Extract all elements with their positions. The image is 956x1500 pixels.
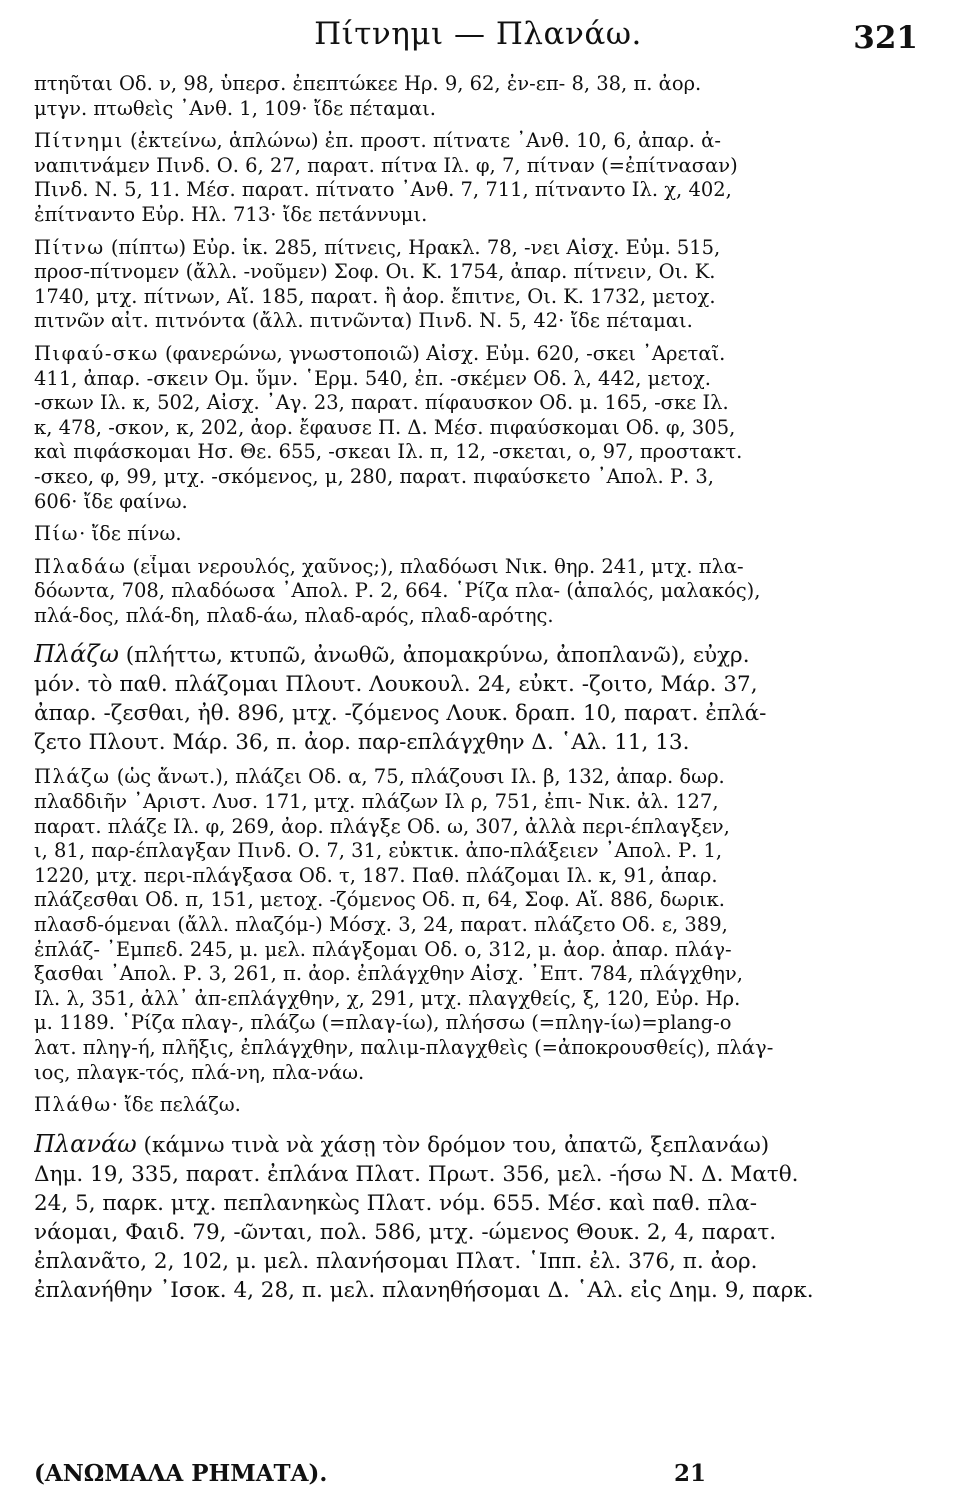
entry-text: κ, 478, -σκον, κ, 202, ἀορ. ἔφαυσε Π. Δ. Μέσ. πιφαύσκομαι Οδ. φ, 305, (34, 415, 736, 439)
entry-text: λατ. πληγ-ή, πλῆξις, ἐπλάγχθην, παλιμ-πλαγχθεὶς (=ἀποκρουσθείς), πλάγ- (34, 1036, 774, 1059)
entry-text: νάομαι, Φαιδ. 79, -ῶνται, πολ. 586, μτχ. -ώμενος Θουκ. 2, 4, παρατ. (34, 1219, 777, 1245)
entry-line (34, 236, 922, 261)
entry-lemma: Πίτνω (34, 235, 105, 259)
entry-text: πιτνῶν αἰτ. πιτνόντα (ἄλλ. πιτνῶντα) Πινδ. Ν. 5, 42· ἴδε πέταμαι. (34, 309, 693, 333)
entry-text: 1220, μτχ. περι-πλάγξασα Οδ. τ, 187. Παθ. πλάζομαι Ιλ. κ, 91, ἀπαρ. (34, 863, 718, 887)
dictionary-entry (34, 640, 922, 757)
entry-line (34, 579, 922, 604)
entry-line (34, 987, 922, 1012)
dictionary-entry (34, 236, 922, 334)
entry-text: ἐπίτναντο Εὐρ. Ηλ. 713· ἴδε πετάννυμι. (34, 202, 428, 226)
entry-line (34, 815, 922, 840)
entry-text: προσ-πίτνομεν (ἄλλ. -νοῦμεν) Σοφ. Οι. Κ. 1754, ἀπαρ. πίτνειν, Οι. Κ. (34, 260, 716, 284)
entry-text: πλά-δος, πλά-δη, πλαδ-άω, πλαδ-αρός, πλαδ-αρότης. (34, 603, 554, 627)
entry-text: -σκων Ιλ. κ, 502, Αἰσχ. ᾽Αγ. 23, παρατ. πίφαυσκον Οδ. μ. 165, -σκε Ιλ. (34, 391, 729, 415)
entry-line (34, 1093, 922, 1118)
entry-text: πτηῦται Οδ. ν, 98, ὑπερσ. ἐπεπτώκεε Ηρ. 9, 62, ἐν-επ- 8, 38, π. ἀορ. (34, 72, 702, 95)
entry-line (34, 391, 922, 416)
entry-line (34, 309, 922, 334)
dictionary-entry (34, 555, 922, 629)
entry-line (34, 72, 922, 97)
entry-text: μτγν. πτωθεὶς ᾽Ανθ. 1, 109· ἴδε πέταμαι. (34, 96, 436, 120)
entry-line (34, 888, 922, 913)
entry-line (34, 938, 922, 963)
entry-line (34, 440, 922, 465)
entry-text: ναπιτνάμεν Πινδ. Ο. 6, 27, παρατ. πίτνα Ιλ. φ, 7, πίτναν (=ἐπίτνασαν) (34, 153, 738, 177)
entry-text: μ. 1189. ῾Ρίζα πλαγ-, πλάζω (=πλαγ-ίω), πλήσσω (=πληγ-ίω)=plang-o (34, 1011, 732, 1035)
entry-text: ἀπαρ. -ζεσθαι, ἠθ. 896, μτχ. -ζόμενος Λουκ. δραπ. 10, παρατ. ἐπλά- (34, 701, 767, 727)
entry-text: ἐπλάζ- ᾽Εμπεδ. 245, μ. μελ. πλάγξομαι Οδ. ο, 312, μ. ἀορ. ἀπαρ. πλάγ- (34, 937, 732, 961)
entry-line (34, 129, 922, 154)
entry-text: Ιλ. λ, 351, ἀλλ᾽ ἀπ-επλάγχθην, χ, 291, μτχ. πλαγχθείς, ξ, 120, Εὐρ. Ηρ. (34, 986, 741, 1010)
dictionary-entry (34, 1130, 922, 1305)
entry-line (34, 522, 922, 547)
entry-line (34, 790, 922, 815)
entry-text: δόωντα, 708, πλαδόωσα ᾽Απολ. Ρ. 2, 664. ῾Ρίζα πλα- (ἁπαλός, μαλακός), (34, 579, 761, 603)
entry-line (34, 864, 922, 889)
entry-line (34, 1130, 922, 1160)
entry-text: καὶ πιφάσκομαι Ησ. Θε. 655, -σκεαι Ιλ. π, 12, -σκεται, ο, 97, προστακτ. (34, 440, 743, 464)
entry-line (34, 962, 922, 987)
entry-text: ιος, πλαγκ-τός, πλά-νη, πλα-νάω. (34, 1060, 365, 1084)
entry-line (34, 1036, 922, 1061)
entry-text: (εἶμαι νερουλός, χαῦνος;), πλαδόωσι Νικ. θηρ. 241, μτχ. πλα- (126, 554, 744, 578)
entry-text: ζετο Πλουτ. Μάρ. 36, π. ἀορ. παρ-επλάγχθην Δ. ῾Αλ. 11, 13. (34, 730, 690, 756)
entry-line (34, 260, 922, 285)
entry-line (34, 367, 922, 392)
entry-text: Πινδ. Ν. 5, 11. Μέσ. παρατ. πίτνατο ᾽Ανθ. 7, 711, πίτναντο Ιλ. χ, 402, (34, 178, 732, 202)
entry-text: μόν. τὸ παθ. πλάζομαι Πλουτ. Λουκουλ. 24, εὐκτ. -ζοιτο, Μάρ. 37, (34, 672, 758, 698)
entry-line (34, 342, 922, 367)
entry-text: (φανερώνω, γνωστοποιῶ) Αἰσχ. Εὐμ. 620, -σκει ᾽Αρεταῖ. (158, 341, 726, 365)
entry-line (34, 640, 922, 670)
entry-text: 24, 5, παρκ. μτχ. πεπλανηκὼς Πλατ. νόμ. 655. Μέσ. καὶ παθ. πλα- (34, 1190, 758, 1216)
page-footer (34, 1460, 922, 1494)
entry-line (34, 913, 922, 938)
entry-line (34, 154, 922, 179)
entry-text: · ἴδε πελάζω. (111, 1093, 241, 1117)
entry-text: ἐπλανᾶτο, 2, 102, μ. μελ. πλανήσομαι Πλατ. ῾Ιππ. ἐλ. 376, π. ἀορ. (34, 1248, 758, 1274)
entry-line (34, 97, 922, 122)
entry-lemma: Πλάθω (34, 1093, 112, 1117)
entry-text: ξασθαι ᾽Απολ. Ρ. 3, 261, π. ἀορ. ἐπλάγχθην Αἰσχ. ᾽Επτ. 784, πλάγχθην, (34, 962, 743, 986)
dictionary-entry (34, 522, 922, 547)
entry-line (34, 699, 922, 728)
page-number: 321 (853, 20, 918, 56)
entry-text: παρατ. πλάζε Ιλ. φ, 269, ἀορ. πλάγξε Οδ. ω, 307, ἀλλὰ περι-έπλαγξεν, (34, 814, 730, 838)
entry-text: (κάμνω τινὰ νὰ χάσῃ τὸν δρόμον του, ἀπατῶ, ξεπλανάω) (136, 1132, 770, 1158)
dictionary-entry (34, 342, 922, 514)
entry-line (34, 416, 922, 441)
entry-text: 1740, μτχ. πίτνων, Αἴ. 185, παρατ. ἢ ἀορ. ἔπιτνε, Οι. Κ. 1732, μετοχ. (34, 284, 716, 308)
entry-lemma: Πίω (34, 522, 80, 546)
page-header (34, 8, 922, 60)
entry-line (34, 839, 922, 864)
dictionary-entry (34, 72, 922, 121)
entry-lemma: Πλάζω (34, 765, 111, 789)
entry-text: -σκεο, φ, 99, μτχ. -σκόμενος, μ, 280, παρατ. πιφαύσκετο ᾽Απολ. Ρ. 3, (34, 464, 714, 488)
entry-lemma: Πλανάω (34, 1129, 137, 1158)
entry-text: πλαδδιῆν ᾽Αριστ. Λυσ. 171, μτχ. πλάζων Ιλ ρ, 751, ἐπι- Νικ. ἀλ. 127, (34, 790, 719, 814)
entry-line (34, 555, 922, 580)
entry-lemma: Πλάζω (34, 640, 119, 669)
entry-lemma: Πλαδάω (34, 554, 127, 578)
entry-text: · ἴδε πίνω. (79, 522, 182, 546)
entry-text: πλάζεσθαι Οδ. π, 151, μετοχ. -ζόμενος Οδ. π, 64, Σοφ. Αἴ. 886, δωρικ. (34, 888, 725, 912)
entry-line (34, 765, 922, 790)
entry-line (34, 465, 922, 490)
entry-text: (ἐκτείνω, ἁπλώνω) ἐπ. προστ. πίτνατε ᾽Ανθ. 10, 6, ἀπαρ. ἀ- (123, 129, 721, 153)
entry-text: ἐπλανήθην ᾽Ισοκ. 4, 28, π. μελ. πλανηθήσομαι Δ. ῾Αλ. εἰς Δημ. 9, παρκ. (34, 1277, 814, 1303)
entry-text: ι, 81, παρ-έπλαγξαν Πινδ. Ο. 7, 31, εὐκτικ. ἀπο-πλάξειεν ᾽Απολ. Ρ. 1, (34, 839, 723, 863)
entry-text: Δημ. 19, 335, παρατ. ἐπλάνα Πλατ. Πρωτ. 356, μελ. -ήσω Ν. Δ. Ματθ. (34, 1161, 799, 1187)
entry-line (34, 1276, 922, 1305)
entry-line (34, 1160, 922, 1189)
entry-line (34, 670, 922, 699)
dictionary-entries (34, 72, 922, 1305)
running-title: Πίτνημι — Πλανάω. (314, 16, 642, 52)
entry-line (34, 1011, 922, 1036)
entry-line (34, 1218, 922, 1247)
signature-title: (ΑΝΩΜΑΛΑ ΡΗΜΑΤΑ). (34, 1460, 328, 1487)
entry-text: 606· ἴδε φαίνω. (34, 489, 188, 513)
entry-text: πλασδ-όμεναι (ἄλλ. πλαζόμ-) Μόσχ. 3, 24, παρατ. πλάζετο Οδ. ε, 389, (34, 913, 728, 937)
entry-line (34, 1061, 922, 1086)
dictionary-entry (34, 129, 922, 227)
entry-lemma: Πιφαύ-σκω (34, 341, 159, 365)
entry-line (34, 604, 922, 629)
signature-number: 21 (674, 1460, 707, 1487)
entry-line (34, 1247, 922, 1276)
entry-line (34, 285, 922, 310)
entry-text: (πίπτω) Εὐρ. ἱκ. 285, πίτνεις, Ηρακλ. 78, -νει Αἰσχ. Εὐμ. 515, (104, 235, 721, 259)
entry-text: 411, ἀπαρ. -σκειν Ομ. ὕμν. ῾Ερμ. 540, ἐπ. -σκέμεν Οδ. λ, 442, μετοχ. (34, 366, 711, 390)
dictionary-entry (34, 1093, 922, 1118)
entry-text: (ὡς ἄνωτ.), πλάζει Οδ. α, 75, πλάζουσι Ιλ. β, 132, ἀπαρ. δωρ. (110, 765, 725, 789)
entry-text: (πλήττω, κτυπῶ, ἀνωθῶ, ἀπομακρύνω, ἀποπλανῶ), εὐχρ. (118, 643, 750, 669)
entry-line (34, 490, 922, 515)
entry-lemma: Πίτνημι (34, 129, 124, 153)
entry-line (34, 178, 922, 203)
entry-line (34, 1189, 922, 1218)
dictionary-entry (34, 765, 922, 1085)
entry-line (34, 728, 922, 757)
entry-line (34, 203, 922, 228)
